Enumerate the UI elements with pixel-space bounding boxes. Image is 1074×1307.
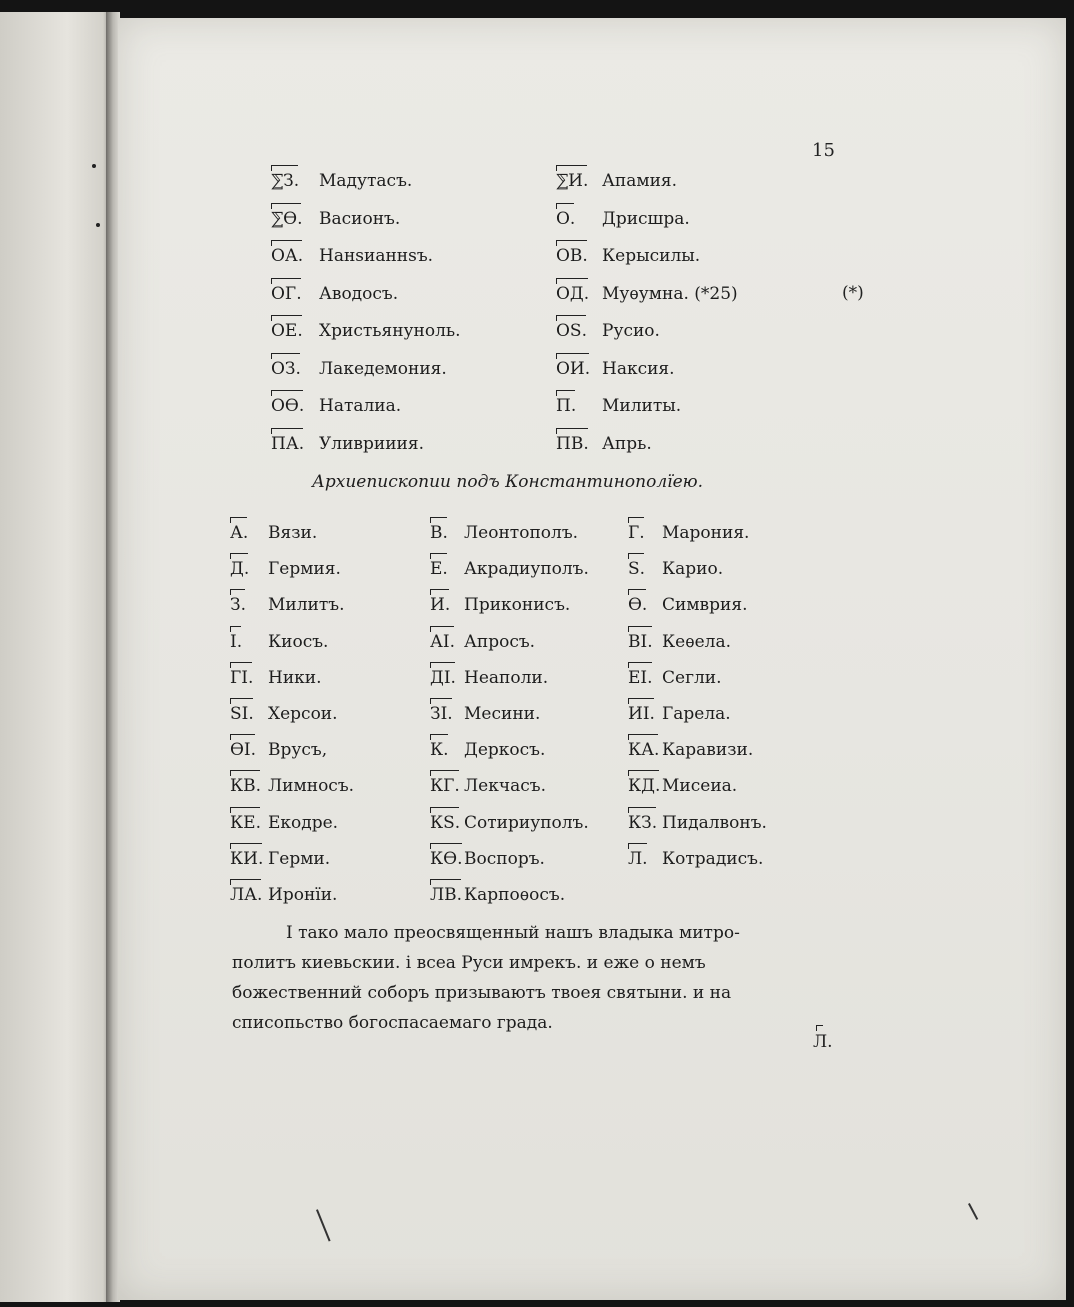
list-item — [230, 667, 322, 688]
item-number: В. — [430, 523, 448, 543]
item-name: Лакедемония. — [319, 358, 447, 379]
list-item — [430, 885, 566, 905]
item-number: КЅ. — [430, 812, 461, 833]
item-name: Херсои. — [268, 704, 338, 724]
list-item — [230, 704, 338, 724]
right-page — [118, 18, 1066, 1300]
item-number: КА. — [628, 740, 660, 761]
item-number: ОЗ. — [271, 358, 301, 379]
list-item — [271, 283, 399, 304]
item-name: Милиты. — [602, 396, 682, 416]
item-name: Уливрииия. — [319, 433, 424, 454]
item-name: Апамия. — [602, 171, 678, 191]
list-item — [230, 559, 341, 580]
item-name: Леонтополъ. — [464, 523, 579, 543]
item-number: ИІ. — [628, 704, 655, 724]
closing-paragraph — [232, 918, 840, 1038]
item-number: ⅀З. — [271, 171, 300, 191]
list-item — [430, 848, 545, 869]
item-name: Мадутасъ. — [319, 171, 413, 191]
page-number: 15 — [812, 140, 835, 161]
list-item — [230, 523, 318, 543]
item-number: КД. — [628, 776, 661, 797]
paragraph-line: божественний соборъ призываютъ твоея святыни. и на — [232, 983, 732, 1003]
paragraph-line: І тако мало преосвященный нашъ владыка митро- — [286, 923, 740, 943]
item-name: Русио. — [602, 321, 660, 341]
item-name: Неаполи. — [464, 667, 549, 688]
list-item — [230, 595, 345, 616]
item-name: Екодре. — [268, 812, 339, 833]
list-item — [628, 740, 754, 761]
list-item — [430, 631, 536, 652]
item-name: Дрисшра. — [602, 208, 690, 229]
list-item — [271, 321, 461, 341]
list-item — [628, 776, 738, 797]
item-name: Апросъ. — [464, 631, 536, 652]
item-name: Пидалвонъ. — [662, 812, 767, 833]
item-name: Котрадисъ. — [662, 848, 764, 869]
item-number: ОВ. — [556, 246, 588, 266]
catchword: Л. — [813, 1032, 833, 1052]
list-item — [556, 321, 660, 341]
item-number: ПА. — [271, 433, 305, 454]
item-name: Каравизи. — [662, 740, 754, 761]
list-item — [628, 848, 764, 869]
item-number: КГ. — [430, 776, 460, 797]
list-item — [628, 595, 748, 616]
list-item — [271, 433, 424, 454]
item-name: Марония. — [662, 523, 750, 543]
item-name: Симврия. — [662, 595, 748, 616]
item-number: К. — [430, 740, 449, 761]
item-number: З. — [230, 595, 246, 616]
list-item — [230, 631, 329, 652]
item-number: ВІ. — [628, 631, 653, 652]
item-number: ПВ. — [556, 433, 589, 454]
list-item — [556, 433, 652, 454]
item-name: Иронїи. — [268, 885, 338, 905]
item-number: Ѕ. — [628, 559, 646, 580]
item-number: ЛА. — [230, 885, 263, 905]
list-item — [628, 667, 722, 688]
item-number: ОЕ. — [271, 321, 303, 341]
item-number: АІ. — [430, 631, 455, 652]
item-number: ЕІ. — [628, 667, 653, 688]
item-number: ЗІ. — [430, 704, 453, 724]
list-item — [230, 848, 331, 869]
ink-dot — [96, 223, 100, 227]
item-number: ОД. — [556, 283, 590, 304]
item-number: ЛВ. — [430, 885, 463, 905]
item-name: Карио. — [662, 559, 724, 580]
list-item — [230, 812, 339, 833]
list-item — [271, 171, 413, 191]
item-number: ⅀И. — [556, 171, 589, 191]
item-name: Наталиа. — [319, 396, 402, 416]
item-name: Милитъ. — [268, 595, 345, 616]
item-number: ГІ. — [230, 667, 254, 688]
item-name: Карпоѳосъ. — [464, 885, 566, 905]
item-number: ⅀Ѳ. — [271, 208, 303, 229]
list-item — [628, 704, 731, 724]
item-number: ОѲ. — [271, 396, 305, 416]
ink-dot — [92, 164, 96, 168]
item-number: Л. — [628, 848, 648, 869]
list-item — [556, 283, 738, 304]
list-item — [271, 246, 434, 266]
item-number: КИ. — [230, 848, 264, 869]
item-number: О. — [556, 208, 576, 229]
item-number: ДІ. — [430, 667, 456, 688]
item-name: Христьянуноль. — [319, 321, 461, 341]
item-name: Гермия. — [268, 559, 341, 580]
list-item — [556, 171, 678, 191]
item-number: ОИ. — [556, 358, 591, 379]
section-subheading: Архиепископии подъ Константинополїею. — [312, 472, 704, 492]
list-item — [556, 208, 690, 229]
item-name: Герми. — [268, 848, 331, 869]
item-name: Деркосъ. — [464, 740, 546, 761]
item-name: Мисеиа. — [662, 776, 738, 797]
paragraph-line: политъ киевьскии. і всеа Руси имрекъ. и еже о немъ — [232, 953, 706, 973]
item-number: Ѳ. — [628, 595, 648, 616]
side-note-mark: (*) — [842, 283, 864, 303]
list-item — [430, 740, 546, 761]
item-name: Вязи. — [268, 523, 318, 543]
item-name: Керысилы. — [602, 246, 701, 266]
item-number: І. — [230, 631, 243, 652]
item-number: КѲ. — [430, 848, 463, 869]
item-name: Наксия. — [602, 358, 675, 379]
item-number: КЗ. — [628, 812, 658, 833]
item-name: Сотириуполъ. — [464, 812, 589, 833]
list-item — [430, 559, 589, 580]
item-name: Приконисъ. — [464, 595, 571, 616]
item-name: Лимносъ. — [268, 776, 355, 797]
list-item — [230, 740, 328, 761]
list-item — [230, 885, 338, 905]
item-name: Апрь. — [602, 433, 652, 454]
item-name: Сегли. — [662, 667, 722, 688]
item-name: Лекчасъ. — [464, 776, 546, 797]
list-item — [430, 812, 589, 833]
item-number: ѲІ. — [230, 740, 257, 761]
item-number: ЅІ. — [230, 704, 254, 724]
left-page — [0, 12, 112, 1302]
item-name: Гарела. — [662, 704, 731, 724]
item-name: Ники. — [268, 667, 322, 688]
list-item — [556, 396, 682, 416]
list-item — [430, 704, 541, 724]
item-name: Акрадиуполъ. — [464, 559, 589, 580]
item-number: ОЅ. — [556, 321, 587, 341]
list-item — [628, 631, 732, 652]
item-number: Е. — [430, 559, 448, 580]
list-item — [628, 523, 750, 543]
item-name: Аводосъ. — [319, 283, 399, 304]
paragraph-line: списопьство богоспасаемаго града. — [232, 1013, 553, 1033]
item-number: А. — [230, 523, 249, 543]
list-item — [430, 595, 571, 616]
item-number: ОГ. — [271, 283, 302, 304]
list-item — [430, 776, 546, 797]
list-item — [556, 358, 675, 379]
item-name: Врусъ, — [268, 740, 328, 761]
list-item — [628, 559, 724, 580]
item-number: Г. — [628, 523, 645, 543]
item-name: Воспоръ. — [464, 848, 545, 869]
item-name: Месини. — [464, 704, 541, 724]
item-name: Кеѳела. — [662, 631, 732, 652]
item-number: П. — [556, 396, 577, 416]
list-item — [430, 667, 549, 688]
item-name: Киосъ. — [268, 631, 329, 652]
item-name: Нанѕианнѕъ. — [319, 246, 434, 266]
list-item — [230, 776, 355, 797]
item-number: КВ. — [230, 776, 262, 797]
item-number: И. — [430, 595, 451, 616]
list-item — [271, 396, 402, 416]
item-name: Муѳумна. (*25) — [602, 283, 738, 304]
list-item — [556, 246, 701, 266]
item-number: КЕ. — [230, 812, 261, 833]
list-item — [628, 812, 767, 833]
list-item — [430, 523, 579, 543]
item-name: Васионъ. — [319, 208, 401, 229]
item-number: Д. — [230, 559, 250, 580]
list-item — [271, 358, 447, 379]
list-item — [271, 208, 401, 229]
item-number: ОА. — [271, 246, 304, 266]
